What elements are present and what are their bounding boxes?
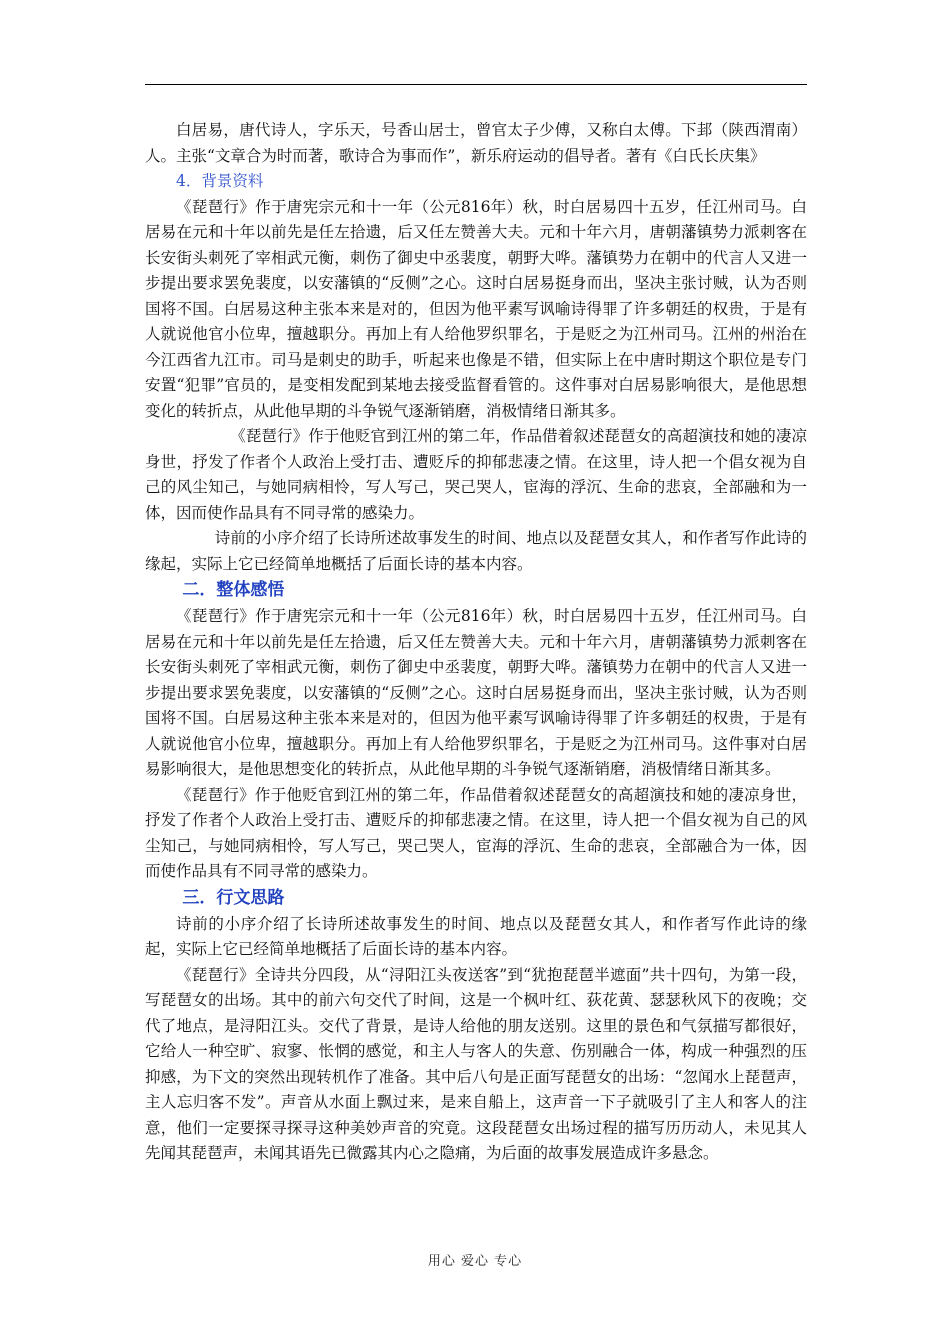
- paragraph-background-2: 《琵琶行》作于他贬官到江州的第二年，作品借着叙述琵琶女的高超演技和她的凄凉身世，抒发了作者个人政治上受打击、遭贬斥的抑郁悲凄之情。在这里，诗人把一个倡女视为自己的风尘知己，与她同病相怜，写人写己，哭己哭人，宦海的浮沉、生命的悲哀，全部融和为一体，因而使作品具有不同寻常的感染力。: [145, 427, 807, 522]
- paragraph-structure-2: 《琵琶行》全诗共分四段，从“浔阳江头夜送客”到“犹抱琵琶半遮面”共十四句，为第一段，写琵琶女的出场。其中的前六句交代了时间，这是一个枫叶红、荻花黄、瑟瑟秋风下的夜晚；交代了地点，是浔阳江头。交代了背景，是诗人给他的朋友送别。这里的景色和气氛描写都很好，它给人一种空旷、寂寥、怅惘的感觉，和主人与客人的失意、伤别融合一体，构成一种强烈的压抑感，为下文的突然出现转机作了准备。其中后八句是正面写琵琶女的出场：“忽闻水上琵琶声，主人忘归客不发”。声音从水面上飘过来，是来自船上，这声音一下子就吸引了主人和客人的注意，他们一定要探寻探寻这种美妙声音的究竟。这段琵琶女出场过程的描写历历动人，未见其人先闻其琵琶声，未闻其语先已微露其内心之隐痛，为后面的故事发展造成许多悬念。: [145, 965, 807, 1162]
- page-footer: 用心 爱心 专心: [427, 1254, 523, 1269]
- section-heading-overall: 二．整体感悟: [182, 580, 285, 600]
- header-rule: [145, 84, 807, 85]
- paragraph-structure-1: 诗前的小序介绍了长诗所述故事发生的时间、地点以及琵琶女其人，和作者写作此诗的缘起，实际上它已经简单地概括了后面长诗的基本内容。: [145, 914, 807, 958]
- document-body: [145, 118, 807, 1167]
- paragraph-overall-1: 《琵琶行》作于唐宪宗元和十一年（公元816年）秋，时白居易四十五岁，任江州司马。白居易在元和十年以前先是任左拾遗，后又任左赞善大夫。元和十年六月，唐朝藩镇势力派刺客在长安街头刺死了宰相武元衡，刺伤了御史中丞裴度，朝野大哗。藩镇势力在朝中的代言人又进一步提出要求罢免裴度，以安藩镇的“反侧”之心。这时白居易挺身而出，坚决主张讨贼，认为否则国将不国。白居易这种主张本来是对的，但因为他平素写讽喻诗得罪了许多朝廷的权贵，于是有人就说他官小位卑，擅越职分。再加上有人给他罗织罪名，于是贬之为江州司马。这件事对白居易影响很大，是他思想变化的转折点，从此他早期的斗争锐气逐渐销磨，消极情绪日渐其多。: [145, 607, 807, 778]
- subheading-background: 4．背景资料: [176, 172, 264, 190]
- paragraph-background-3: 诗前的小序介绍了长诗所述故事发生的时间、地点以及琵琶女其人，和作者写作此诗的缘起，实际上它已经简单地概括了后面长诗的基本内容。: [145, 529, 807, 573]
- paragraph-author-intro: 白居易，唐代诗人，字乐天，号香山居士，曾官太子少傅，又称白太傅。下邽（陕西渭南）人。主张“文章合为时而著，歌诗合为事而作”，新乐府运动的倡导者。著有《白氏长庆集》: [145, 121, 807, 165]
- section-heading-structure: 三．行文思路: [182, 887, 285, 908]
- paragraph-background: 《琵琶行》作于唐宪宗元和十一年（公元816年）秋，时白居易四十五岁，任江州司马。白居易在元和十年以前先是任左拾遗，后又任左赞善大夫。元和十年六月，唐朝藩镇势力派刺客在长安街头刺死了宰相武元衡，刺伤了御史中丞裴度，朝野大哗。藩镇势力在朝中的代言人又进一步提出要求罢免裴度，以安藩镇的“反侧”之心。这时白居易挺身而出，坚决主张讨贼，认为否则国将不国。白居易这种主张本来是对的，但因为他平素写讽喻诗得罪了许多朝廷的权贵，于是有人就说他官小位卑，擅越职分。再加上有人给他罗织罪名，于是贬之为江州司马。江州的州治在今江西省九江市。司马是刺史的助手，听起来也像是不错，但实际上在中唐时期这个职位是专门安置“犯罪”官员的，是变相发配到某地去接受监督看管的。这件事对白居易影响很大，是他思想变化的转折点，从此他早期的斗争锐气逐渐销磨，消极情绪日渐其多。: [145, 197, 807, 420]
- paragraph-overall-2: 《琵琶行》作于他贬官到江州的第二年，作品借着叙述琵琶女的高超演技和她的凄凉身世，抒发了作者个人政治上受打击、遭贬斥的抑郁悲凄之情。在这里，诗人把一个倡女视为自己的风尘知己，与她同病相怜，写人写己，哭己哭人，宦海的浮沉、生命的悲哀，全部融合为一体，因而使作品具有不同寻常的感染力。: [145, 785, 807, 880]
